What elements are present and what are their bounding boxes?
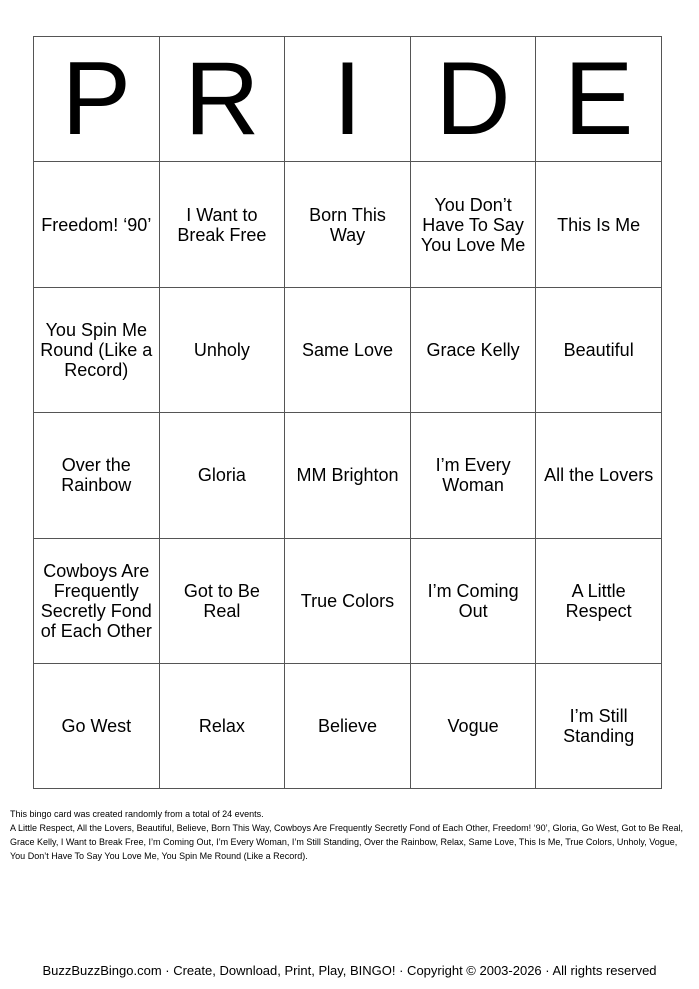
bingo-cell: All the Lovers [536, 413, 662, 538]
bingo-cell: A Little Respect [536, 538, 662, 663]
bingo-cell: Cowboys Are Frequently Secretly Fond of Each Other [34, 538, 160, 663]
bingo-cell: Beautiful [536, 287, 662, 412]
bingo-cell: Go West [34, 663, 160, 788]
bingo-cell: Freedom! ‘90’ [34, 162, 160, 287]
bingo-cell: Vogue [410, 663, 536, 788]
header-row [34, 37, 662, 162]
card-row-5 [34, 663, 662, 788]
bingo-cell: This Is Me [536, 162, 662, 287]
bingo-cell: I Want to Break Free [159, 162, 285, 287]
bingo-cell: Relax [159, 663, 285, 788]
header-letter-e: E [536, 37, 662, 162]
bingo-card [33, 36, 662, 789]
bingo-cell: Grace Kelly [410, 287, 536, 412]
bingo-cell: Same Love [285, 287, 411, 412]
bingo-cell: Born This Way [285, 162, 411, 287]
bingo-cell: MM Brighton [285, 413, 411, 538]
bingo-cell: Believe [285, 663, 411, 788]
header-letter-r: R [159, 37, 285, 162]
note-events-list: A Little Respect, All the Lovers, Beautiful, Believe, Born This Way, Cowboys Are Frequently Secretly Fond of Each Other, Freedom! ‘90’, Gloria, Go West, Got to Be Real, Grace Kelly, I Want to Break Free, I’m Coming Out, I’m Every Woman, I’m Still Standing, Over the Rainbow, Relax, Same Love, This Is Me, True Colors, Unholy, Vogue, You Don’t Have To Say You Love Me, You Spin Me Round (Like a Record). [10, 823, 683, 861]
card-row-3 [34, 413, 662, 538]
bingo-cell: I’m Still Standing [536, 663, 662, 788]
header-letter-i: I [285, 37, 411, 162]
card-row-2 [34, 287, 662, 412]
bingo-cell: Unholy [159, 287, 285, 412]
bingo-cell: True Colors [285, 538, 411, 663]
bingo-cell: Got to Be Real [159, 538, 285, 663]
card-note [10, 807, 690, 863]
card-row-4 [34, 538, 662, 663]
card-row-1 [34, 162, 662, 287]
bingo-cell: I’m Every Woman [410, 413, 536, 538]
bingo-cell: Over the Rainbow [34, 413, 160, 538]
bingo-cell: You Don’t Have To Say You Love Me [410, 162, 536, 287]
header-letter-d: D [410, 37, 536, 162]
bingo-cell: You Spin Me Round (Like a Record) [34, 287, 160, 412]
bingo-cell: Gloria [159, 413, 285, 538]
bingo-cell: I’m Coming Out [410, 538, 536, 663]
footer: BuzzBuzzBingo.com · Create, Download, Print, Play, BINGO! · Copyright © 2003-2026 · All rights reserved [42, 963, 657, 978]
header-letter-p: P [34, 37, 160, 162]
note-intro: This bingo card was created randomly from a total of 24 events. [10, 809, 264, 819]
